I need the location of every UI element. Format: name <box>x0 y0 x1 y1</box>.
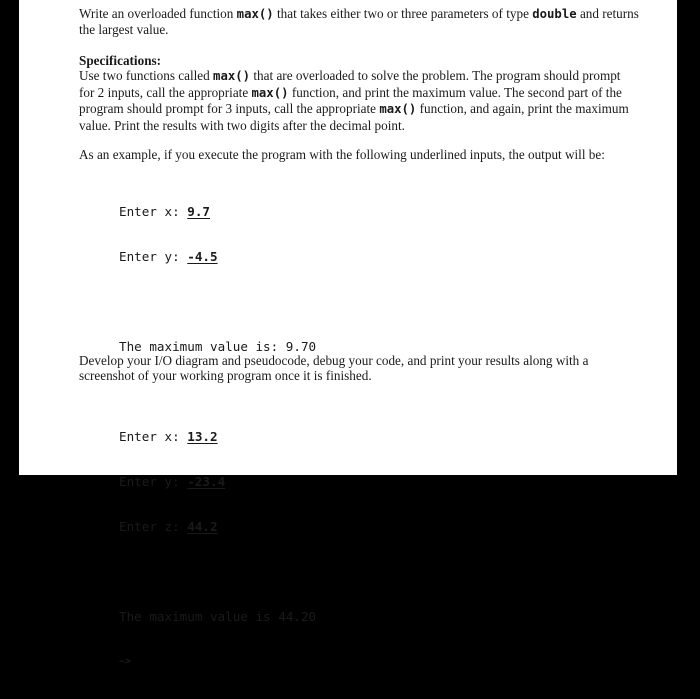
intro-text-3: and returns the largest value. <box>79 6 639 38</box>
closing-paragraph: Develop your I/O diagram and pseudocode, debug your code, and print your results along with a screenshot of your working program once it is finished. <box>79 353 589 384</box>
result-line: The maximum value is 44.20 <box>119 609 317 624</box>
prompt-arrow: ~> <box>119 656 132 667</box>
code-line: Enter y: -4.5 <box>119 249 218 264</box>
underlined-input: -4.5 <box>187 249 218 264</box>
intro-type-name: double <box>532 7 577 21</box>
underlined-input: -23.4 <box>187 474 226 489</box>
code-line: Enter x: 13.2 <box>119 429 218 444</box>
specifications-section <box>79 53 639 133</box>
example-intro: As an example, if you execute the program with the following underlined inputs, the output will be: <box>79 147 605 162</box>
code-line: Enter x: 9.7 <box>119 204 210 219</box>
spec-text-1: Use two functions called <box>79 68 214 84</box>
underlined-input: 44.2 <box>187 519 218 534</box>
code-line: Enter z: 44.2 <box>119 519 218 534</box>
intro-text-2: that takes either two or three parameters of type <box>273 6 533 21</box>
intro-func-name: max() <box>236 7 274 21</box>
spec-func-3: max() <box>379 102 417 117</box>
document-page <box>19 0 677 667</box>
example-output <box>119 174 316 699</box>
code-line: Enter y: -23.4 <box>119 474 226 489</box>
underlined-input: 13.2 <box>187 429 218 444</box>
result-line: The maximum value is: 9.70 <box>119 339 317 354</box>
underlined-input: 9.7 <box>187 204 210 219</box>
spec-text-4: function, and again, print the maximum value. Print the results with two digits after the decimal point. <box>79 101 629 133</box>
spec-text-2: that are overloaded to solve the problem. The program should prompt for 2 inputs, call the appropriate <box>79 68 621 100</box>
specifications-paragraph <box>79 68 639 133</box>
intro-paragraph <box>79 6 639 38</box>
intro-text-1: Write an overloaded function <box>79 6 237 21</box>
spec-text-3: function, and print the maximum value. The second part of the program should prompt for 3 inputs, call the appropriate <box>79 84 622 117</box>
spec-func-2: max() <box>251 85 289 100</box>
specifications-heading: Specifications: <box>79 53 162 68</box>
spec-func-1: max() <box>213 69 251 84</box>
